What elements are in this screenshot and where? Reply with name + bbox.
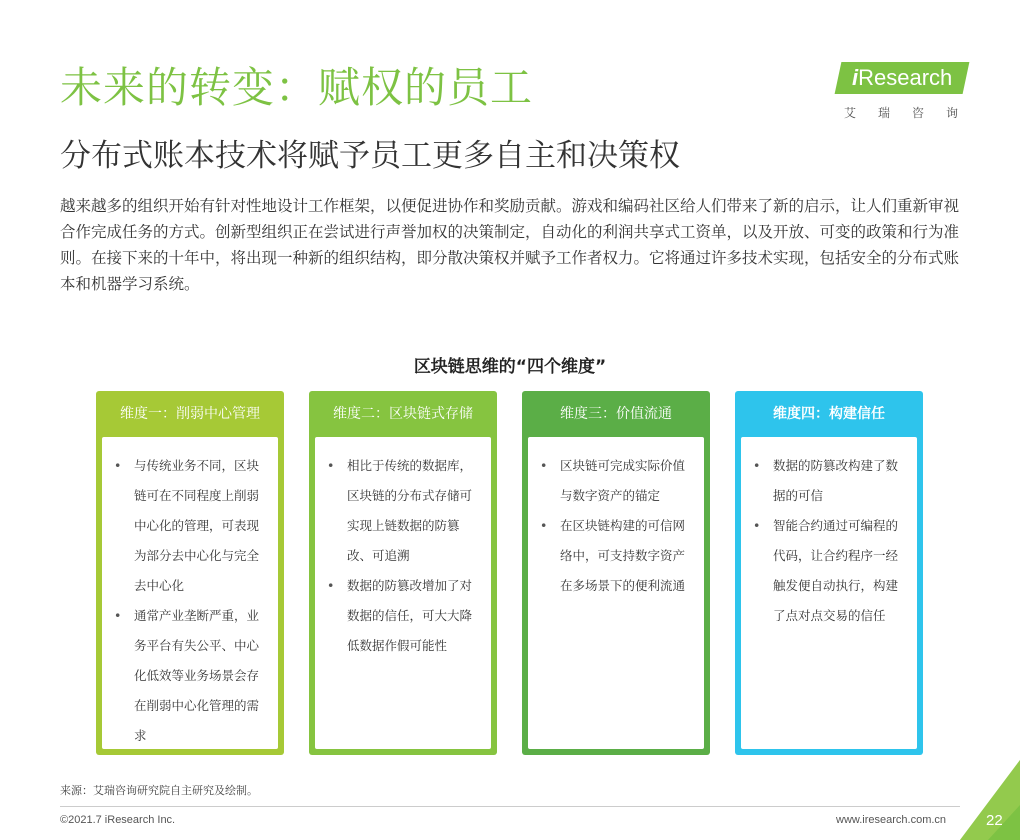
logo-chinese-name: 艾瑞咨询 (844, 106, 981, 120)
card-body (102, 437, 278, 749)
logo-i: i (852, 65, 859, 90)
page-number: 22 (986, 812, 1003, 829)
bullet-item: • 数据的防篡改构建了数据的可信 (753, 451, 907, 511)
bullet-item: • 智能合约通过可编程的代码，让合约程序一经触发便自动执行，构建了点对点交易的信任 (753, 511, 907, 631)
logo-research: Research (858, 65, 953, 90)
bullet-item: • 相比于传统的数据库，区块链的分布式存储可实现上链数据的防篡改、可追溯 (327, 451, 481, 571)
logo-wordmark (852, 64, 952, 92)
card-header: 维度一：削弱中心管理 (120, 406, 260, 422)
page-title: 未来的转变：赋权的员工 (60, 63, 534, 112)
website-link[interactable]: www.iresearch.com.cn (836, 814, 947, 826)
card-header: 维度三：价值流通 (560, 406, 672, 422)
bullet-item: • 通常产业垄断严重，业务平台有失公平、中心化低效等业务场景会存在削弱中心化管理的需求 (114, 601, 268, 751)
card-header: 维度二：区块链式存储 (333, 406, 473, 422)
copyright: ©2021.7 iResearch Inc. (60, 814, 176, 826)
card-body (528, 437, 704, 749)
footer-divider (60, 806, 960, 807)
card-header: 维度四：构建信任 (773, 406, 885, 422)
dimension-card-3 (522, 391, 710, 755)
bullet-item: • 在区块链构建的可信网络中，可支持数字资产在多场景下的便利流通 (540, 511, 694, 601)
bullet-item: • 与传统业务不同，区块链可在不同程度上削弱中心化的管理，可表现为部分去中心化与完全去中心化 (114, 451, 268, 601)
bullet-list (540, 451, 694, 601)
dimension-card-1 (96, 391, 284, 755)
dimension-card-4 (735, 391, 923, 755)
bullet-item: • 区块链可完成实际价值与数字资产的锚定 (540, 451, 694, 511)
bullet-list (327, 451, 481, 661)
card-body (315, 437, 491, 749)
intro-paragraph: 越来越多的组织开始有针对性地设计工作框架，以便促进协作和奖励贡献。游戏和编码社区给人们带来了新的启示，让人们重新审视合作完成任务的方式。创新型组织正在尝试进行声誉加权的决策制定，自动化的利润共享式工资单，以及开放、可变的政策和行为准则。在接下来的十年中，将出现一种新的组织结构，即分散决策权并赋予工作者权力。它将通过许多技术实现，包括安全的分布式账本和机器学习系统。 (60, 197, 960, 293)
dimension-card-2 (309, 391, 497, 755)
iresearch-logo (838, 56, 981, 128)
bullet-item: • 数据的防篡改增加了对数据的信任，可大大降低数据作假可能性 (327, 571, 481, 661)
page-subtitle: 分布式账本技术将赋予员工更多自主和决策权 (60, 138, 680, 174)
diagram-title: 区块链思维的“四个维度” (413, 357, 607, 377)
bullet-list (753, 451, 907, 631)
source-note: 来源：艾瑞咨询研究院自主研究及绘制。 (60, 784, 258, 797)
card-body (741, 437, 917, 749)
bullet-list (114, 451, 268, 751)
